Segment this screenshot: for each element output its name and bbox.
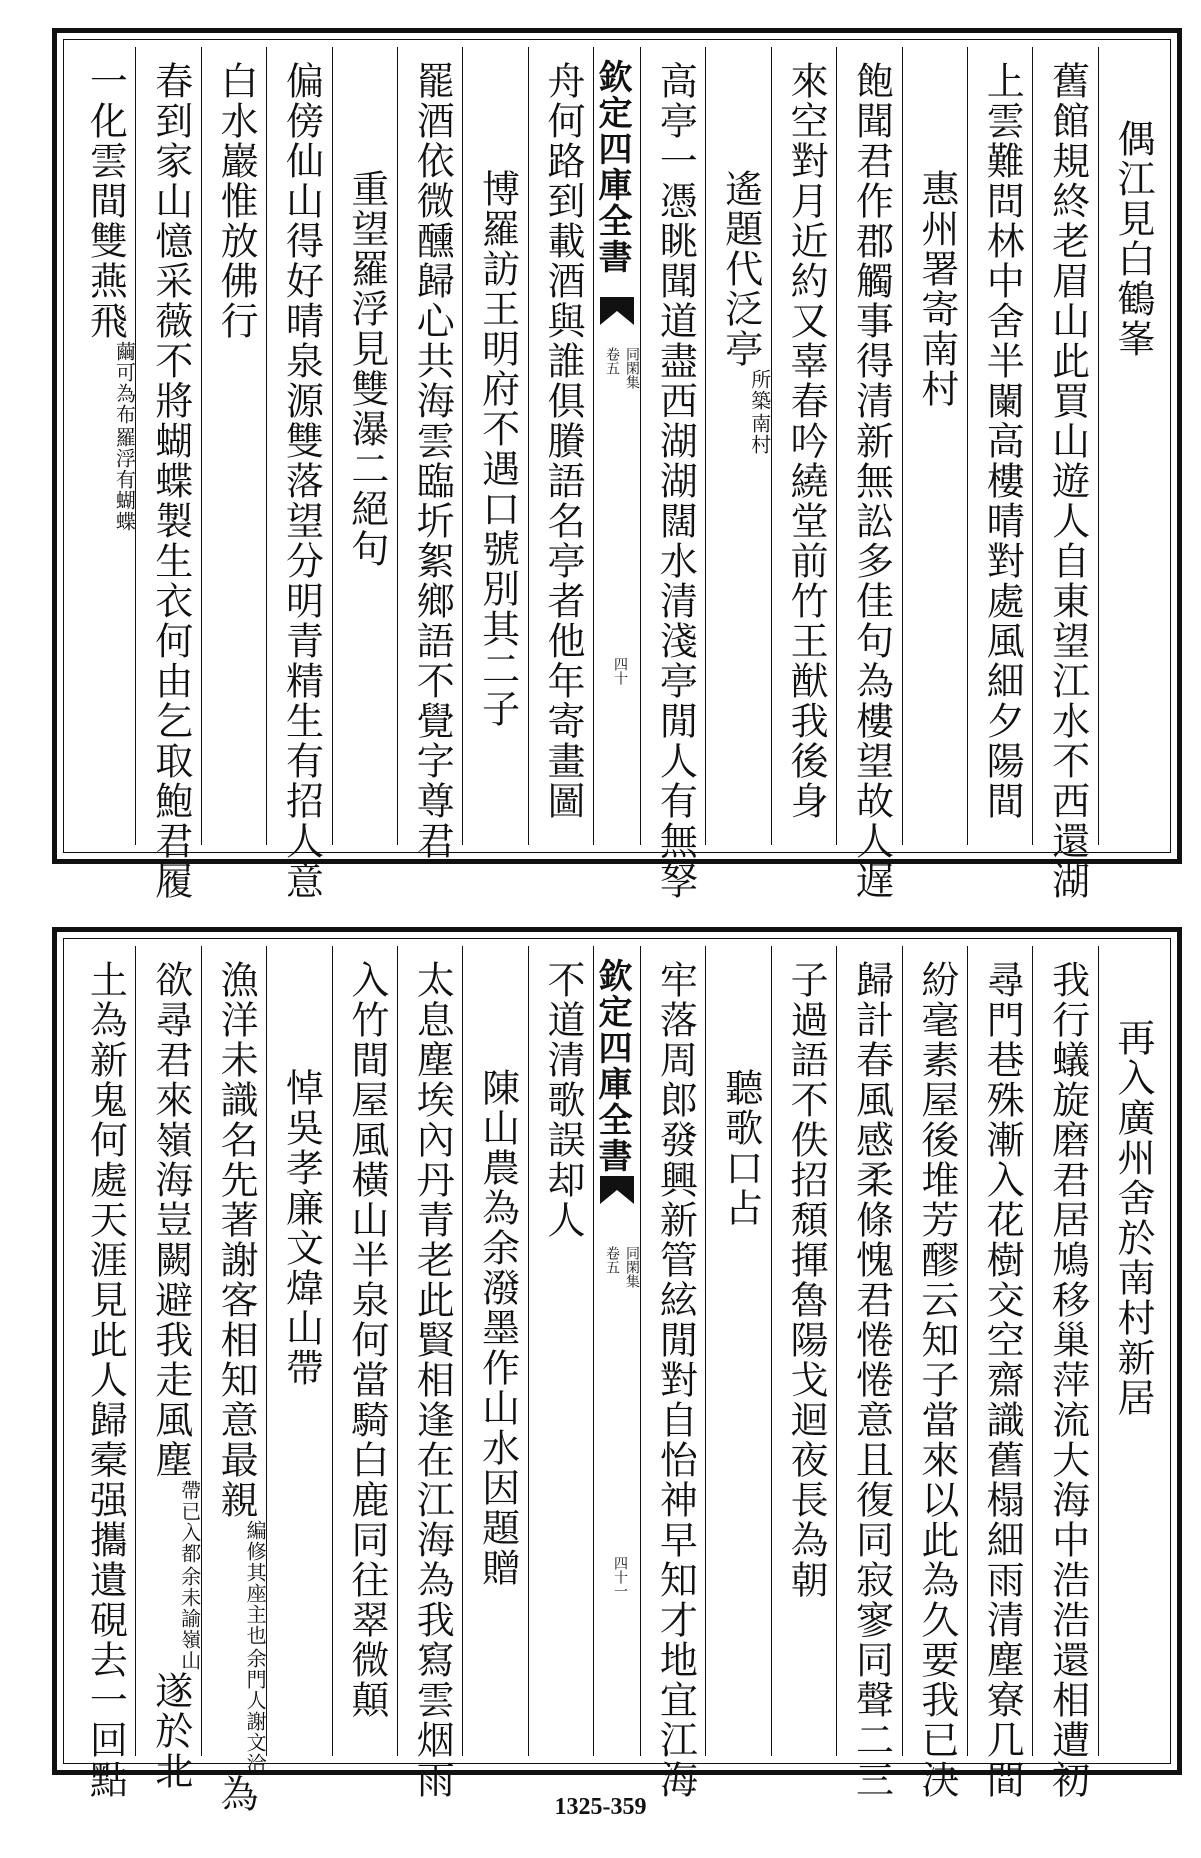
- top-page-columns: [71, 47, 1163, 901]
- text-column: [332, 47, 397, 845]
- text-column: [397, 47, 462, 861]
- column-text: [398, 960, 462, 1800]
- bottom_page-running-title: 欽定四庫全書: [592, 958, 632, 1174]
- text-column: [640, 47, 705, 901]
- column-main-text: 惠州署寄南村: [914, 169, 959, 409]
- column-text: [333, 169, 397, 947]
- bottom_page-folio-number: 四十一: [612, 1556, 628, 1598]
- column-main-text: 重望羅浮見雙瀑二絕句: [344, 169, 389, 569]
- bottom_page-fish-tail-mark: [598, 1174, 636, 1208]
- column-main-text: 不道清歌誤却人: [541, 960, 585, 1240]
- note-line: 余門人謝文洽: [243, 1648, 268, 1774]
- text-column: [201, 946, 268, 1814]
- text-column: [1032, 47, 1097, 901]
- bottom_page-juan-number: 卷五: [604, 1246, 620, 1274]
- column-text: [333, 960, 397, 1750]
- top_page-folio-number: 四十: [612, 657, 628, 685]
- text-column: [771, 47, 836, 845]
- text-column: [332, 946, 397, 1756]
- column-text: [903, 169, 967, 947]
- text-column: [902, 946, 967, 1800]
- page-number: 1325-359: [554, 1794, 647, 1820]
- top_page-center-gutter: [593, 47, 640, 845]
- text-column: [266, 47, 331, 901]
- text-column: [201, 47, 266, 845]
- note-line: 南村: [747, 413, 772, 455]
- top-page-frame: [52, 28, 1182, 901]
- top_page-juan-number: 卷五: [604, 347, 620, 375]
- column-text: [772, 61, 836, 839]
- column-text: [529, 960, 593, 1750]
- column-text: [837, 960, 901, 1800]
- column-text: [71, 61, 135, 839]
- note-line: 所築: [747, 369, 772, 411]
- column-tail-text: 遂於北: [148, 1671, 193, 1791]
- column-text: [706, 1068, 770, 1858]
- column-main-text: 白水巖惟放佛行: [214, 61, 259, 341]
- column-text: [267, 1068, 331, 1858]
- column-text: [136, 61, 200, 901]
- text-column: [1098, 47, 1163, 845]
- column-main-text: 偶江見白鶴峯: [1111, 119, 1155, 359]
- column-text: [968, 61, 1032, 839]
- interlinear-note: [179, 1480, 201, 1671]
- text-column: [462, 946, 527, 1756]
- column-main-text: 舊館規終老眉山此買山遊人自東望江水不西還湖: [1045, 61, 1090, 901]
- text-column: [135, 47, 200, 901]
- column-main-text: 太息塵埃內丹青老此賢相逢在江海為我寫雲烟雨: [410, 960, 455, 1800]
- text-column: [902, 47, 967, 845]
- column-text: [968, 960, 1032, 1800]
- text-column: [967, 946, 1032, 1800]
- column-main-text: 牢落周郎發興新管絃閒對自怡神早知才地宜江海: [653, 960, 698, 1800]
- column-text: [529, 61, 593, 839]
- note-line: 帶已入都: [177, 1480, 202, 1564]
- column-tail-text: 為: [214, 1774, 259, 1814]
- column-main-text: 偏傍仙山得好晴泉源雙落望分明青精生有招人意: [279, 61, 324, 901]
- column-text: [1099, 119, 1163, 897]
- text-column: [135, 946, 202, 1791]
- column-main-text: 悼吳孝廉文煒山帶: [279, 1068, 324, 1388]
- column-main-text: 再入廣州舍於南村新居: [1111, 1018, 1155, 1418]
- column-main-text: 尋門巷殊漸入花樹交空齋識舊榻細雨清塵寮几間: [980, 960, 1025, 1800]
- top_page-fish-tail-mark: [598, 295, 636, 329]
- text-column: [71, 47, 135, 845]
- column-main-text: 遙題代泛亭: [718, 169, 763, 369]
- column-text: [903, 960, 967, 1800]
- text-column: [397, 946, 462, 1800]
- column-text: [641, 61, 705, 901]
- text-column: [528, 946, 593, 1756]
- bottom_page-book-title: 同閑集: [624, 1246, 640, 1288]
- text-column: [705, 946, 770, 1756]
- column-main-text: 紛毫素屋後堆芳醪云知子當來以此為久要我已決: [914, 960, 959, 1800]
- column-main-text: 陳山農為余潑墨作山水因題贈: [475, 1068, 520, 1588]
- text-column: [1032, 946, 1097, 1800]
- text-column: [462, 47, 527, 845]
- note-line: 羅浮有蝴蝶: [112, 427, 137, 532]
- column-text: [1099, 1018, 1163, 1808]
- text-column: [967, 47, 1032, 845]
- column-main-text: 飽聞君作郡觸事得清新無訟多佳句為樓望故人遅: [849, 61, 894, 901]
- column-main-text: 上雲難問林中舍半闌高樓晴對處風細夕陽間: [980, 61, 1025, 821]
- text-column: [266, 946, 331, 1756]
- top_page-book-title: 同閑集: [624, 347, 640, 389]
- column-text: [267, 61, 331, 901]
- column-main-text: 欲尋君來嶺海豈闕避我走風塵: [148, 960, 193, 1480]
- column-main-text: 舟何路到載酒與誰俱賸語名亭者他年寄畫圖: [541, 61, 585, 821]
- column-text: [706, 169, 770, 947]
- top_page-running-title: 欽定四庫全書: [592, 59, 632, 275]
- column-main-text: 高亭一憑眺聞道盡西湖湖闊水清淺亭閒人有無孥: [653, 61, 698, 901]
- text-column: [1098, 946, 1163, 1756]
- text-column: [71, 946, 135, 1800]
- column-text: [1033, 61, 1097, 901]
- column-text: [136, 960, 202, 1791]
- note-line: 繭可為布: [112, 341, 137, 425]
- column-main-text: 罷酒依微醺歸心共海雲臨圻絮鄉語不覺字尊君: [410, 61, 455, 861]
- column-text: [202, 960, 268, 1814]
- column-text: [398, 61, 462, 861]
- column-text: [837, 61, 901, 901]
- text-column: [640, 946, 705, 1800]
- column-main-text: 春到家山憶采薇不將蝴蝶製生衣何由乞取鮑君履: [148, 61, 193, 901]
- column-main-text: 聽歌口占: [718, 1068, 763, 1228]
- column-text: [1033, 960, 1097, 1800]
- column-text: [463, 1068, 527, 1858]
- text-column: [836, 946, 901, 1800]
- column-main-text: 入竹間屋風橫山半泉何當騎白鹿同往翠微顛: [344, 960, 389, 1720]
- column-main-text: 土為新鬼何處天涯見此人歸槖强攜遺硯去一回點: [83, 960, 128, 1800]
- column-main-text: 一化雲間雙燕飛: [83, 61, 128, 341]
- column-text: [772, 960, 836, 1750]
- column-main-text: 我行蟻旋磨君居鳩移巢萍流大海中浩浩還相遭初: [1045, 960, 1090, 1800]
- column-main-text: 子過語不佚招頹揮魯陽戈迴夜長為朝: [784, 960, 829, 1600]
- bottom_page-center-gutter: [593, 946, 640, 1756]
- note-line: 編修其座主也: [243, 1520, 268, 1646]
- interlinear-note: [244, 1520, 266, 1774]
- text-column: [836, 47, 901, 901]
- text-column: [528, 47, 593, 845]
- column-main-text: 來空對月近約又辜春吟繞堂前竹王猷我後身: [784, 61, 829, 821]
- column-text: [463, 169, 527, 947]
- column-text: [202, 61, 266, 839]
- column-main-text: 歸計春風感柔條愧君惓惓意且復同寂寥同聲二三: [849, 960, 894, 1800]
- column-text: [641, 960, 705, 1800]
- interlinear-note: [749, 369, 771, 455]
- interlinear-note: [113, 341, 135, 532]
- column-main-text: 博羅訪王明府不遇口號別其二子: [475, 169, 520, 729]
- note-line: 余未諭嶺山: [177, 1566, 202, 1671]
- column-text: [71, 960, 135, 1800]
- column-main-text: 漁洋未識名先著謝客相知意最親: [214, 960, 259, 1520]
- text-column: [705, 47, 770, 845]
- text-column: [771, 946, 836, 1756]
